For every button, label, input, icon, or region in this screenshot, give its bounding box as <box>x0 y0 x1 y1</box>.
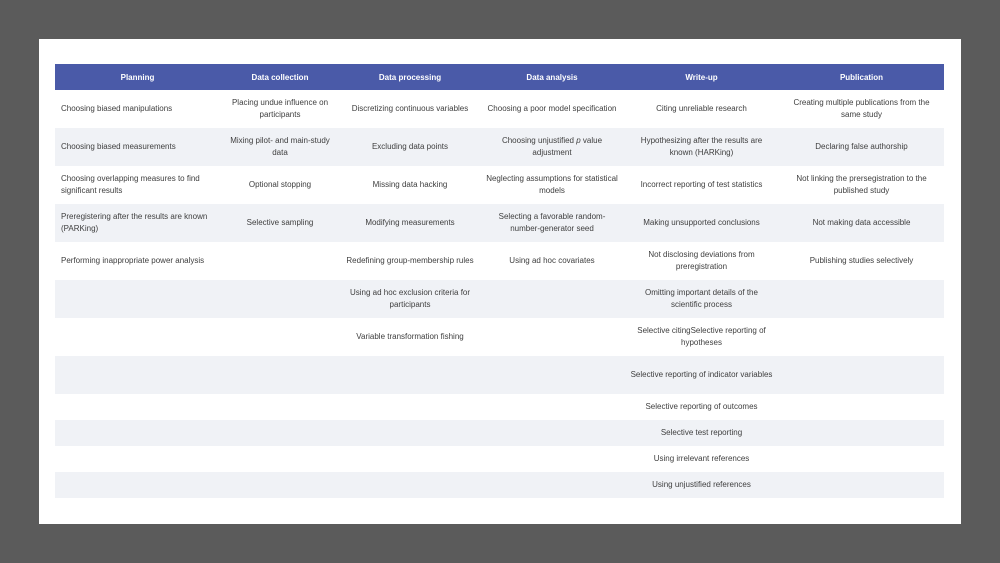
table-cell <box>220 242 340 280</box>
table-cell <box>480 394 624 420</box>
table-cell <box>340 446 480 472</box>
table-cell: Using ad hoc exclusion criteria for participants <box>340 280 480 318</box>
table-cell <box>340 394 480 420</box>
table-row <box>55 242 944 280</box>
table-row <box>55 318 944 356</box>
p-symbol: p <box>576 136 581 145</box>
column-header-data-collection: Data collection <box>220 64 340 90</box>
table-cell: Not linking the prersegistration to the published study <box>779 166 944 204</box>
table-cell: Choosing overlapping measures to find significant results <box>55 166 220 204</box>
table-cell: Creating multiple publications from the same study <box>779 90 944 128</box>
column-header-data-processing: Data processing <box>340 64 480 90</box>
table-cell: Choosing biased manipulations <box>55 90 220 128</box>
table-cell <box>220 420 340 446</box>
table-cell: Choosing biased measurements <box>55 128 220 166</box>
table-cell: Placing undue influence on participants <box>220 90 340 128</box>
table-cell: Selective sampling <box>220 204 340 242</box>
table-cell: Selective reporting of outcomes <box>624 394 779 420</box>
table-cell <box>779 394 944 420</box>
table-cell: Not making data accessible <box>779 204 944 242</box>
column-header-publication: Publication <box>779 64 944 90</box>
table-row <box>55 166 944 204</box>
table-cell: Omitting important details of the scientific process <box>624 280 779 318</box>
table-cell: Using unjustified references <box>624 472 779 498</box>
table-cell <box>779 318 944 356</box>
table-cell <box>55 420 220 446</box>
table-cell <box>55 318 220 356</box>
table-cell <box>55 280 220 318</box>
table-cell <box>220 356 340 394</box>
table-cell <box>340 420 480 446</box>
table-cell <box>779 472 944 498</box>
table-cell <box>220 472 340 498</box>
table-cell <box>55 472 220 498</box>
column-header-planning: Planning <box>55 64 220 90</box>
table-cell: Preregistering after the results are known (PARKing) <box>55 204 220 242</box>
table-cell <box>779 446 944 472</box>
table-cell: Selective test reporting <box>624 420 779 446</box>
table-cell <box>220 446 340 472</box>
table-row <box>55 446 944 472</box>
table-cell <box>480 280 624 318</box>
table-cell: Redefining group-membership rules <box>340 242 480 280</box>
table-cell: Selective citingSelective reporting of hypotheses <box>624 318 779 356</box>
table-cell: Optional stopping <box>220 166 340 204</box>
table-cell <box>340 356 480 394</box>
table-cell: Declaring false authorship <box>779 128 944 166</box>
table-cell: Choosing a poor model specification <box>480 90 624 128</box>
table-cell: Using ad hoc covariates <box>480 242 624 280</box>
table-row <box>55 204 944 242</box>
practices-table <box>55 64 944 498</box>
table-cell <box>779 280 944 318</box>
table-cell: Making unsupported conclusions <box>624 204 779 242</box>
table-cell <box>480 318 624 356</box>
table-row <box>55 280 944 318</box>
table-header-row <box>55 64 944 90</box>
table-cell <box>480 420 624 446</box>
table-cell <box>779 356 944 394</box>
table-cell: Modifying measurements <box>340 204 480 242</box>
table-row <box>55 128 944 166</box>
table-cell: Hypothesizing after the results are known (HARKing) <box>624 128 779 166</box>
table-cell <box>480 472 624 498</box>
table-cell: Mixing pilot- and main-study data <box>220 128 340 166</box>
table-cell <box>55 394 220 420</box>
column-header-data-analysis: Data analysis <box>480 64 624 90</box>
table-cell: Citing unreliable research <box>624 90 779 128</box>
slide <box>39 39 961 524</box>
table-cell <box>220 280 340 318</box>
table-cell: Neglecting assumptions for statistical models <box>480 166 624 204</box>
table-row <box>55 90 944 128</box>
table-cell: Using irrelevant references <box>624 446 779 472</box>
table-row <box>55 356 944 394</box>
table-cell: Not disclosing deviations from preregistration <box>624 242 779 280</box>
table-cell <box>55 446 220 472</box>
table-cell: Incorrect reporting of test statistics <box>624 166 779 204</box>
table-cell: Variable transformation fishing <box>340 318 480 356</box>
table-cell: Publishing studies selectively <box>779 242 944 280</box>
table-cell: Choosing unjustified p value adjustment <box>480 128 624 166</box>
table-cell <box>779 420 944 446</box>
table-cell: Excluding data points <box>340 128 480 166</box>
table-cell: Selecting a favorable random-number-generator seed <box>480 204 624 242</box>
table-row <box>55 472 944 498</box>
table-cell <box>480 446 624 472</box>
table-cell: Discretizing continuous variables <box>340 90 480 128</box>
table-cell: Missing data hacking <box>340 166 480 204</box>
table-row <box>55 420 944 446</box>
table-row <box>55 394 944 420</box>
table-cell <box>480 356 624 394</box>
table-cell <box>220 394 340 420</box>
table-cell: Performing inappropriate power analysis <box>55 242 220 280</box>
table-cell <box>220 318 340 356</box>
table-cell <box>340 472 480 498</box>
table-cell: Selective reporting of indicator variables <box>624 356 779 394</box>
column-header-write-up: Write-up <box>624 64 779 90</box>
table-cell <box>55 356 220 394</box>
